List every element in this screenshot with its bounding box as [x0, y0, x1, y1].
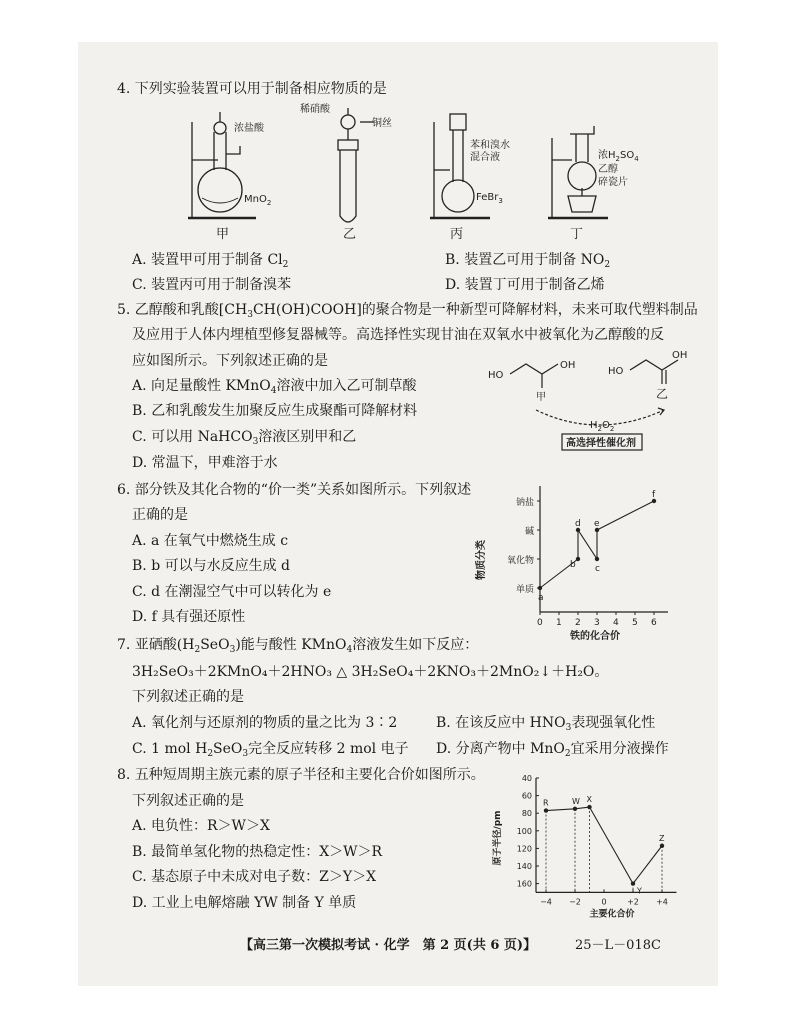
paper-code: 25－L－018C	[575, 938, 661, 953]
x-tick-label: −2	[569, 897, 581, 907]
x-tick-label: 4	[613, 618, 619, 628]
y-tick-label: 140	[516, 862, 532, 871]
q5-reaction-figure	[486, 348, 702, 454]
apparatus-label-jia: 甲	[216, 227, 230, 242]
y-axis-label: 原子半径/pm	[493, 810, 503, 866]
q4-option-c: C. 装置丙可用于制备溴苯	[132, 277, 292, 293]
svg-text:乙: 乙	[656, 387, 669, 401]
y-tick-label: 160	[516, 879, 532, 889]
point-label-R: R	[543, 798, 549, 808]
point-Z	[660, 844, 664, 848]
y-tick-label: 100	[516, 826, 532, 836]
y-category-label: 钠盐	[515, 498, 534, 508]
q6-stem-1: 6. 部分铁及其化合物的“价一类”关系如图所示。下列叙述	[117, 482, 472, 498]
point-label-e: e	[594, 519, 600, 529]
point-c	[595, 557, 599, 561]
q5-stem-3: 应如图所示。下列叙述正确的是	[132, 353, 328, 369]
q6-option-d: D. f 具有强还原性	[132, 609, 246, 625]
y-tick-label: 40	[521, 774, 532, 783]
label-benzene-bromine-2: 混合液	[470, 152, 500, 163]
q4-apparatus-figure	[178, 100, 648, 250]
label-conc-hcl: 浓盐酸	[234, 123, 264, 134]
q4-option-a: A. 装置甲可用于制备 $Cl_2$	[132, 252, 289, 270]
svg-text:HO: HO	[488, 370, 504, 381]
q4-stem: 4. 下列实验装置可以用于制备相应物质的是	[117, 81, 387, 97]
svg-text:H2O2: $H_2O_2$	[590, 420, 615, 433]
svg-text:OH: OH	[560, 360, 576, 371]
x-tick-label: 0	[601, 897, 607, 907]
apparatus-label-yi: 乙	[343, 227, 357, 242]
point-label-a: a	[538, 593, 544, 603]
label-dilute-hno3: 稀硝酸	[300, 104, 330, 115]
q8-option-a: A. 电负性：R＞W＞X	[132, 818, 270, 834]
q4-option-b: B. 装置乙可用于制备 $NO_2$	[445, 252, 611, 270]
q8-option-c: C. 基态原子中未成对电子数：Z＞Y＞X	[132, 869, 377, 885]
label-conc-h2so4: 浓$H_2SO_4$	[598, 150, 639, 163]
iron-line	[540, 501, 654, 588]
point-a	[538, 586, 542, 590]
label-copper-wire: 铜丝	[372, 118, 392, 129]
point-Y	[631, 881, 635, 885]
q5-option-c: C. 可以用 NaHCO$_3$溶液区别甲和乙	[132, 429, 357, 447]
svg-text:甲: 甲	[536, 392, 546, 403]
q7-stem-1: 7. 亚硒酸$(H_2SeO_3)$能与酸性 KMnO$_4$溶液发生如下反应：	[117, 637, 479, 655]
y-tick-label: 60	[521, 791, 532, 801]
q7-equation: 3H₂SeO₃＋2KMnO₄＋2HNO₃ △ 3H₂SeO₄＋2KNO₃＋2MnO₂↓＋H₂O。	[132, 664, 609, 680]
q7-option-c: C. 1 mol $H_2SeO_3$完全反应转移 2 mol 电子	[132, 741, 409, 759]
label-febr3: FeBr$_3$	[476, 192, 503, 205]
label-benzene-bromine-1: 苯和溴水	[470, 140, 510, 151]
x-tick-label: 3	[594, 618, 600, 628]
q7-option-b: B. 在该反应中 $HNO_3$表现强氧化性	[436, 715, 656, 733]
x-tick-label: 2	[575, 618, 581, 628]
page-footer: 【高三第一次模拟考试 · 化学 第 2 页(共 6 页)】	[240, 938, 537, 953]
x-tick-label: +2	[627, 897, 639, 907]
q8-option-b: B. 最简单氢化物的热稳定性：X＞W＞R	[132, 844, 383, 860]
q5-option-d: D. 常温下，甲难溶于水	[132, 455, 278, 471]
x-axis-label: 主要化合价	[589, 909, 635, 920]
label-mno2: MnO$_2$	[244, 194, 272, 207]
catalyst-label: 高选择性催化剂	[566, 438, 636, 449]
q6-option-b: B. b 可以与水反应生成 d	[132, 558, 291, 574]
svg-text:OH: OH	[672, 350, 688, 361]
point-b	[576, 557, 580, 561]
y-tick-label: 80	[521, 809, 532, 819]
y-axis-label: 物质分类	[476, 540, 487, 580]
point-label-f: f	[652, 490, 656, 500]
y-category-label: 氧化物	[506, 556, 534, 566]
q8-stem-1: 8. 五种短周期主族元素的原子半径和主要化合价如图所示。	[117, 767, 485, 783]
y-tick-label: 120	[516, 844, 532, 854]
svg-text:HO: HO	[608, 366, 624, 377]
x-tick-label: 6	[651, 618, 657, 628]
q4-option-d: D. 装置丁可用于制备乙烯	[445, 277, 605, 293]
q8-option-d: D. 工业上电解熔融 YW 制备 Y 单质	[132, 895, 357, 911]
iron-valence-class-chart	[470, 480, 700, 640]
q6-option-c: C. d 在潮湿空气中可以转化为 e	[132, 584, 332, 600]
x-tick-label: 1	[556, 618, 562, 628]
point-label-W: W	[572, 796, 580, 806]
q7-stem-2: 下列叙述正确的是	[132, 689, 244, 705]
point-X	[587, 805, 591, 809]
q5-option-a: A. 向足量酸性 KMnO$_4$溶液中加入乙可制草酸	[132, 378, 417, 396]
q6-option-a: A. a 在氧气中燃烧生成 c	[132, 533, 289, 549]
point-label-b: b	[570, 560, 576, 570]
q8-stem-2: 下列叙述正确的是	[132, 793, 244, 809]
apparatus-label-bing: 丙	[450, 227, 464, 242]
point-label-Y: Y	[637, 886, 642, 896]
point-label-d: d	[575, 519, 581, 529]
q6-stem-2: 正确的是	[132, 507, 188, 523]
point-label-Z: Z	[659, 833, 665, 843]
x-tick-label: −4	[540, 897, 552, 907]
q7-option-a: A. 氧化剂与还原剂的物质的量之比为 3∶2	[132, 715, 398, 731]
q5-stem-1: 5. 乙醇酸和乳酸$[CH_3CH(OH)COOH]$的聚合物是一种新型可降解材料，未来可取代塑料制品	[117, 302, 698, 320]
q7-option-d: D. 分离产物中 MnO$_2$宜采用分液操作	[436, 741, 669, 759]
x-axis-label: 铁的化合价	[570, 631, 620, 640]
point-R	[544, 808, 548, 812]
label-porcelain: 碎瓷片	[598, 177, 628, 188]
y-category-label: 单质	[515, 585, 534, 595]
point-label-X: X	[586, 795, 592, 805]
q5-stem-2: 及应用于人体内埋植型修复器械等。高选择性实现甘油在双氧水中被氧化为乙醇酸的反	[132, 327, 664, 343]
x-tick-label: 0	[537, 618, 543, 628]
q5-option-b: B. 乙和乳酸发生加聚反应生成聚酯可降解材料	[132, 403, 418, 419]
point-label-c: c	[595, 564, 600, 574]
x-tick-label: +4	[656, 897, 668, 907]
atomic-radius-valence-chart	[486, 768, 696, 920]
apparatus-label-ding: 丁	[570, 227, 584, 242]
radius-line	[546, 807, 662, 884]
point-W	[573, 807, 577, 811]
x-tick-label: 5	[632, 618, 638, 628]
apparatus-yi	[338, 108, 374, 222]
y-category-label: 碱	[524, 527, 534, 537]
label-ethanol: 乙醇	[598, 164, 618, 175]
